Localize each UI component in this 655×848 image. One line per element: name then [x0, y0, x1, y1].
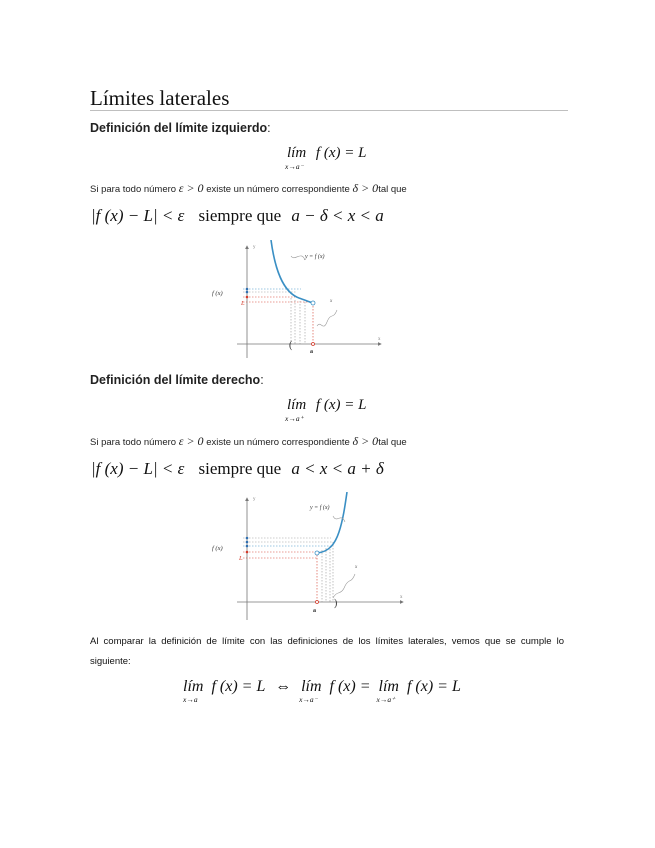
siempre-que: siempre que [198, 459, 282, 478]
x-axis-label: x [400, 595, 403, 600]
right-limit-label: Definición del límite derecho [90, 373, 261, 387]
left-limit-label: Definición del límite izquierdo [90, 121, 268, 135]
right-limit-graph [205, 492, 410, 622]
y-axis-label: y [253, 245, 256, 250]
y-dot [246, 541, 249, 544]
comparison-paragraph: Al comparar la definición de límite con las definiciones de los límites laterales, vemos que se cumple lo siguiente: [90, 636, 564, 667]
function-curve [317, 492, 347, 553]
lim-subscript: x→a⁻ [285, 162, 304, 171]
fx-label: f (x) [212, 290, 223, 297]
right-limit-term [376, 678, 403, 704]
close-paren: ) [334, 598, 338, 609]
lim-word: lím [301, 678, 322, 695]
function-curve [271, 240, 313, 303]
epsilon-condition: ε > 0 [178, 434, 204, 448]
lim-subscript-3: x→a⁺ [376, 695, 396, 704]
right-limit-heading [90, 373, 264, 387]
lim-subscript: x→a⁺ [285, 414, 304, 423]
right-limit-formula [285, 397, 367, 423]
x-marker-label: x [330, 299, 333, 304]
a-label: a [313, 608, 316, 614]
y-dot [246, 545, 249, 548]
x-axis-label: x [378, 337, 381, 342]
left-limit-term [299, 678, 325, 704]
cond-prefix: Si para todo número [90, 184, 177, 195]
delta-condition: δ > 0 [352, 181, 379, 195]
y-dot [246, 551, 249, 554]
a-point [316, 601, 319, 604]
equivalence-formula [183, 678, 461, 704]
right-epsilon-delta [91, 459, 384, 479]
epsilon-condition: ε > 0 [178, 181, 204, 195]
cond-mid: existe un número correspondiente [206, 437, 350, 448]
cond-mid: existe un número correspondiente [206, 184, 350, 195]
siempre-que: siempre que [198, 206, 282, 225]
y-axis-label: y [253, 497, 256, 502]
lim-word: lím [287, 397, 307, 413]
fx-label: f (x) [212, 545, 223, 552]
open-paren: ( [289, 340, 293, 351]
curve-pointer [291, 256, 305, 260]
left-limit-heading [90, 121, 271, 135]
y-dot [246, 296, 249, 299]
expression-3: f (x) = L [406, 678, 461, 695]
right-condition-line [90, 434, 407, 449]
open-point [311, 301, 315, 305]
open-point [315, 551, 319, 555]
x-marker-label: x [355, 565, 358, 570]
right-limit-colon: : [260, 373, 264, 387]
L-label: L [241, 300, 245, 307]
left-epsilon-delta [91, 206, 384, 226]
abs-inequality: |f (x) − L| < ε [91, 459, 185, 478]
lim-word: lím [378, 678, 399, 695]
x-range: a < x < a + δ [291, 459, 384, 478]
L-label: L [239, 555, 243, 562]
lim-subscript-1: x→a [183, 695, 198, 704]
cond-prefix: Si para todo número [90, 437, 177, 448]
limit-expression: f (x) = L [315, 145, 367, 161]
curve-label: y = f (x) [305, 254, 325, 260]
lim-word: lím [183, 678, 204, 695]
page-title: Límites laterales [90, 86, 230, 110]
y-dot [246, 288, 249, 291]
cond-suffix: tal que [378, 437, 407, 448]
expression-1: f (x) = L [211, 678, 266, 695]
expression-2: f (x) = [329, 678, 371, 695]
left-limit-graph [205, 240, 390, 362]
abs-inequality: |f (x) − L| < ε [91, 206, 185, 225]
delta-condition: δ > 0 [352, 434, 379, 448]
a-label: a [310, 349, 313, 355]
a-point [312, 343, 315, 346]
left-condition-line [90, 181, 407, 196]
x-pointer [317, 310, 337, 326]
y-dot [246, 537, 249, 540]
left-limit-formula [285, 145, 367, 171]
lim-subscript-2: x→a⁻ [299, 695, 318, 704]
limit-expression: f (x) = L [315, 397, 367, 413]
x-range: a − δ < x < a [291, 206, 384, 225]
title-divider [90, 110, 568, 111]
left-limit-colon: : [267, 121, 271, 135]
y-dot [246, 291, 249, 294]
cond-suffix: tal que [378, 184, 407, 195]
lim-word: lím [287, 145, 307, 161]
iff-symbol: ⇔ [275, 678, 292, 695]
curve-label: y = f (x) [310, 505, 330, 511]
x-pointer [333, 574, 355, 598]
